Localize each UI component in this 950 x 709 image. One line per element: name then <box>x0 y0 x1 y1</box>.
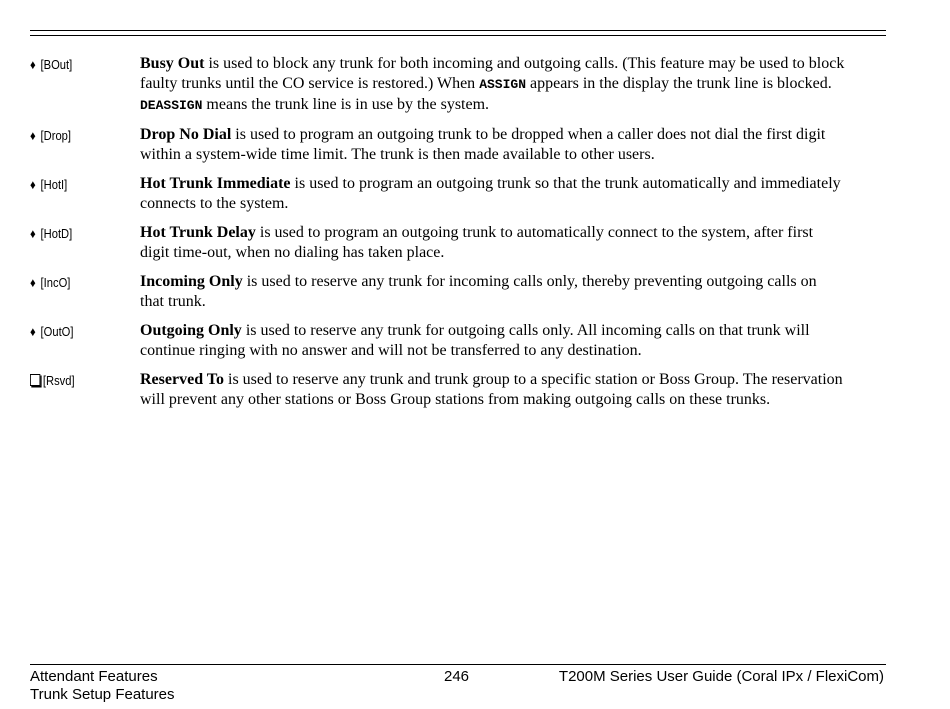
feature-term: Hot Trunk Immediate <box>140 175 291 192</box>
feature-term: Busy Out <box>140 55 205 72</box>
diamond-bullet-icon: ♦ <box>30 226 36 241</box>
display-code-deassign: DEASSIGN <box>140 98 203 113</box>
feature-tag: ♦ [BOut] <box>30 57 73 72</box>
footer-section: Attendant Features <box>30 668 158 685</box>
feature-entry-outo <box>30 321 886 361</box>
checkbox-bullet-icon <box>30 374 40 386</box>
feature-description: Reserved To is used to reserve any trunk and trunk group to a specific station or Boss Group. The reservation will prevent any other stations or Boss Group stations from making outgoing calls on these trunks. <box>140 371 843 408</box>
feature-term: Outgoing Only <box>140 322 242 339</box>
feature-tag: ♦ [HotD] <box>30 226 73 241</box>
header-rule-top <box>30 30 886 31</box>
feature-entry-hoti <box>30 174 886 214</box>
diamond-bullet-icon: ♦ <box>30 128 36 143</box>
feature-entry-rsvd <box>30 370 886 410</box>
diamond-bullet-icon: ♦ <box>30 57 36 72</box>
footer-subsection: Trunk Setup Features <box>30 686 175 703</box>
feature-term: Incoming Only <box>140 273 243 290</box>
page-number: 246 <box>444 668 470 685</box>
feature-entry-bout <box>30 54 886 116</box>
feature-description: Incoming Only is used to reserve any trunk for incoming calls only, thereby preventing outgoing calls on that trunk. <box>140 273 817 310</box>
footer-section-info <box>30 668 175 704</box>
feature-term: Reserved To <box>140 371 224 388</box>
feature-description: Hot Trunk Delay is used to program an outgoing trunk to automatically connect to the system, after first digit time-out, when no dialing has taken place. <box>140 224 814 261</box>
diamond-bullet-icon: ♦ <box>30 177 36 192</box>
feature-entry-hotd <box>30 223 886 263</box>
feature-description: Busy Out is used to block any trunk for both incoming and outgoing calls. (This feature may be used to block faulty trunks until the CO service is restored.) When ASSIGN appears in the display the trunk line is blocked. DEASSIGN means the trunk line is in use by the system. <box>140 55 845 113</box>
diamond-bullet-icon: ♦ <box>30 324 36 339</box>
feature-tag: ♦ [HotI] <box>30 177 68 192</box>
feature-entry-inco <box>30 272 886 312</box>
feature-tag: ♦ [Drop] <box>30 128 71 143</box>
feature-term: Hot Trunk Delay <box>140 224 256 241</box>
header-rule-bottom <box>30 35 886 36</box>
feature-tag: [Rsvd] <box>30 373 75 388</box>
feature-description: Drop No Dial is used to program an outgoing trunk to be dropped when a caller does not dial the first digit within a system-wide time limit. The trunk is then made available to other users. <box>140 126 826 163</box>
feature-description: Outgoing Only is used to reserve any trunk for outgoing calls only. All incoming calls on that trunk will continue ringing with no answer and will not be transferred to any destination. <box>140 322 810 359</box>
diamond-bullet-icon: ♦ <box>30 275 36 290</box>
footer-rule <box>30 664 886 665</box>
feature-term: Drop No Dial <box>140 126 232 143</box>
feature-description: Hot Trunk Immediate is used to program an outgoing trunk so that the trunk automatically and immediately connects to the system. <box>140 175 841 212</box>
feature-entry-drop <box>30 125 886 165</box>
feature-list <box>30 54 886 419</box>
guide-title: T200M Series User Guide (Coral IPx / FlexiCom) <box>558 668 884 685</box>
display-code-assign: ASSIGN <box>479 77 526 92</box>
feature-tag: ♦ [IncO] <box>30 275 71 290</box>
feature-tag: ♦ [OutO] <box>30 324 74 339</box>
